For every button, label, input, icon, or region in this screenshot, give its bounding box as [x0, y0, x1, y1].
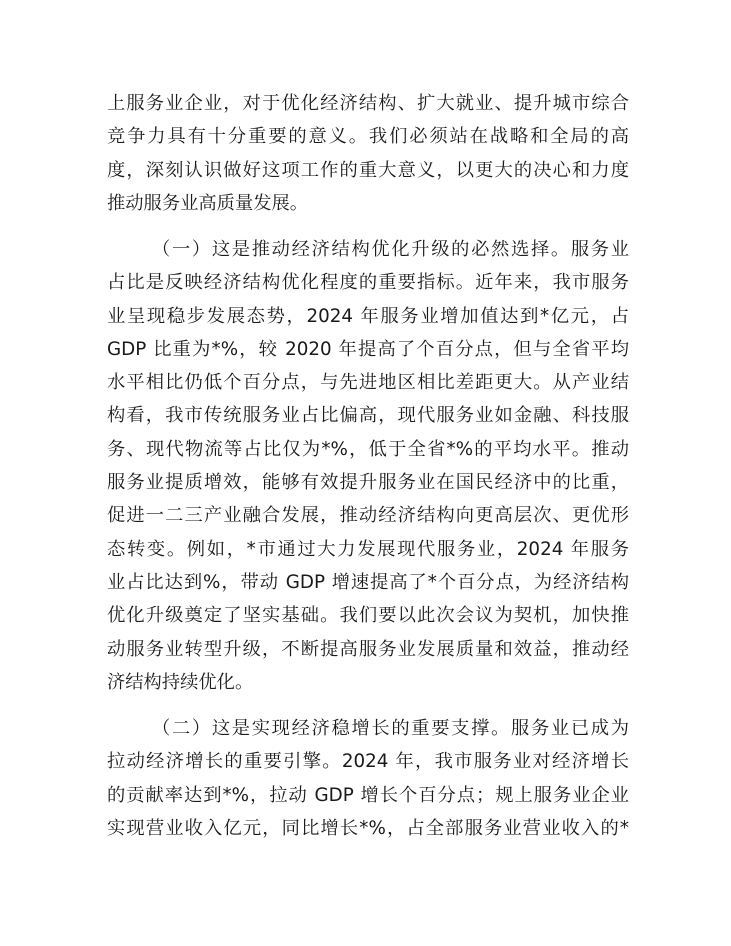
text-line: 服务业提质增效，能够有效提升服务业在国民经济中的比重， — [107, 472, 629, 494]
document-body — [107, 87, 629, 845]
paragraph-gap — [107, 699, 629, 712]
text-line: 推动服务业高质量发展。 — [107, 192, 309, 214]
text-line: 占比是反映经济结构优化程度的重要指标。近年来，我市服务 — [107, 272, 629, 294]
text-line: 上服务业企业，对于优化经济结构、扩大就业、提升城市综合 — [107, 93, 629, 114]
paragraph-gap — [107, 220, 629, 233]
text-line: 构看，我市传统服务业占比偏高，现代服务业如金融、科技服 — [107, 405, 629, 427]
paragraph-section-one — [107, 233, 629, 699]
text-line: 拉动经济增长的重要引擎。2024 年，我市服务业对经济增长 — [107, 751, 629, 773]
text-line: 济结构持续优化。 — [107, 671, 254, 693]
text-line: 动服务业转型升级，不断提高服务业发展质量和效益，推动经 — [107, 638, 629, 660]
text-line: （二）这是实现经济稳增长的重要支撑。服务业已成为 — [152, 717, 629, 739]
text-line: 水平相比仍低个百分点，与先进地区相比差距更大。从产业结 — [107, 372, 629, 394]
text-line: 促进一二三产业融合发展，推动经济结构向更高层次、更优形 — [107, 505, 629, 527]
text-line: 务、现代物流等占比仅为*%，低于全省*%的平均水平。推动 — [107, 438, 629, 460]
text-line: 优化升级奠定了坚实基础。我们要以此次会议为契机，加快推 — [107, 605, 629, 627]
text-line: 业占比达到%，带动 GDP 增速提高了*个百分点，为经济结构 — [107, 571, 629, 593]
text-line: 竞争力具有十分重要的意义。我们必须站在战略和全局的高 — [107, 126, 629, 148]
text-line: 实现营业收入亿元，同比增长*%，占全部服务业营业收入的* — [107, 817, 629, 839]
text-line: GDP 比重为*%，较 2020 年提高了个百分点，但与全省平均 — [107, 338, 629, 360]
paragraph-section-two — [107, 712, 629, 845]
paragraph-intro-continued — [107, 87, 629, 220]
text-line: 度，深刻认识做好这项工作的重大意义，以更大的决心和力度 — [107, 159, 629, 181]
text-line: 态转变。例如，*市通过大力发展现代服务业，2024 年服务 — [107, 538, 629, 560]
text-line: 的贡献率达到*%，拉动 GDP 增长个百分点；规上服务业企业 — [107, 784, 629, 806]
text-line: 业呈现稳步发展态势，2024 年服务业增加值达到*亿元，占 — [107, 305, 629, 327]
text-line: （一）这是推动经济结构优化升级的必然选择。服务业 — [152, 238, 629, 260]
